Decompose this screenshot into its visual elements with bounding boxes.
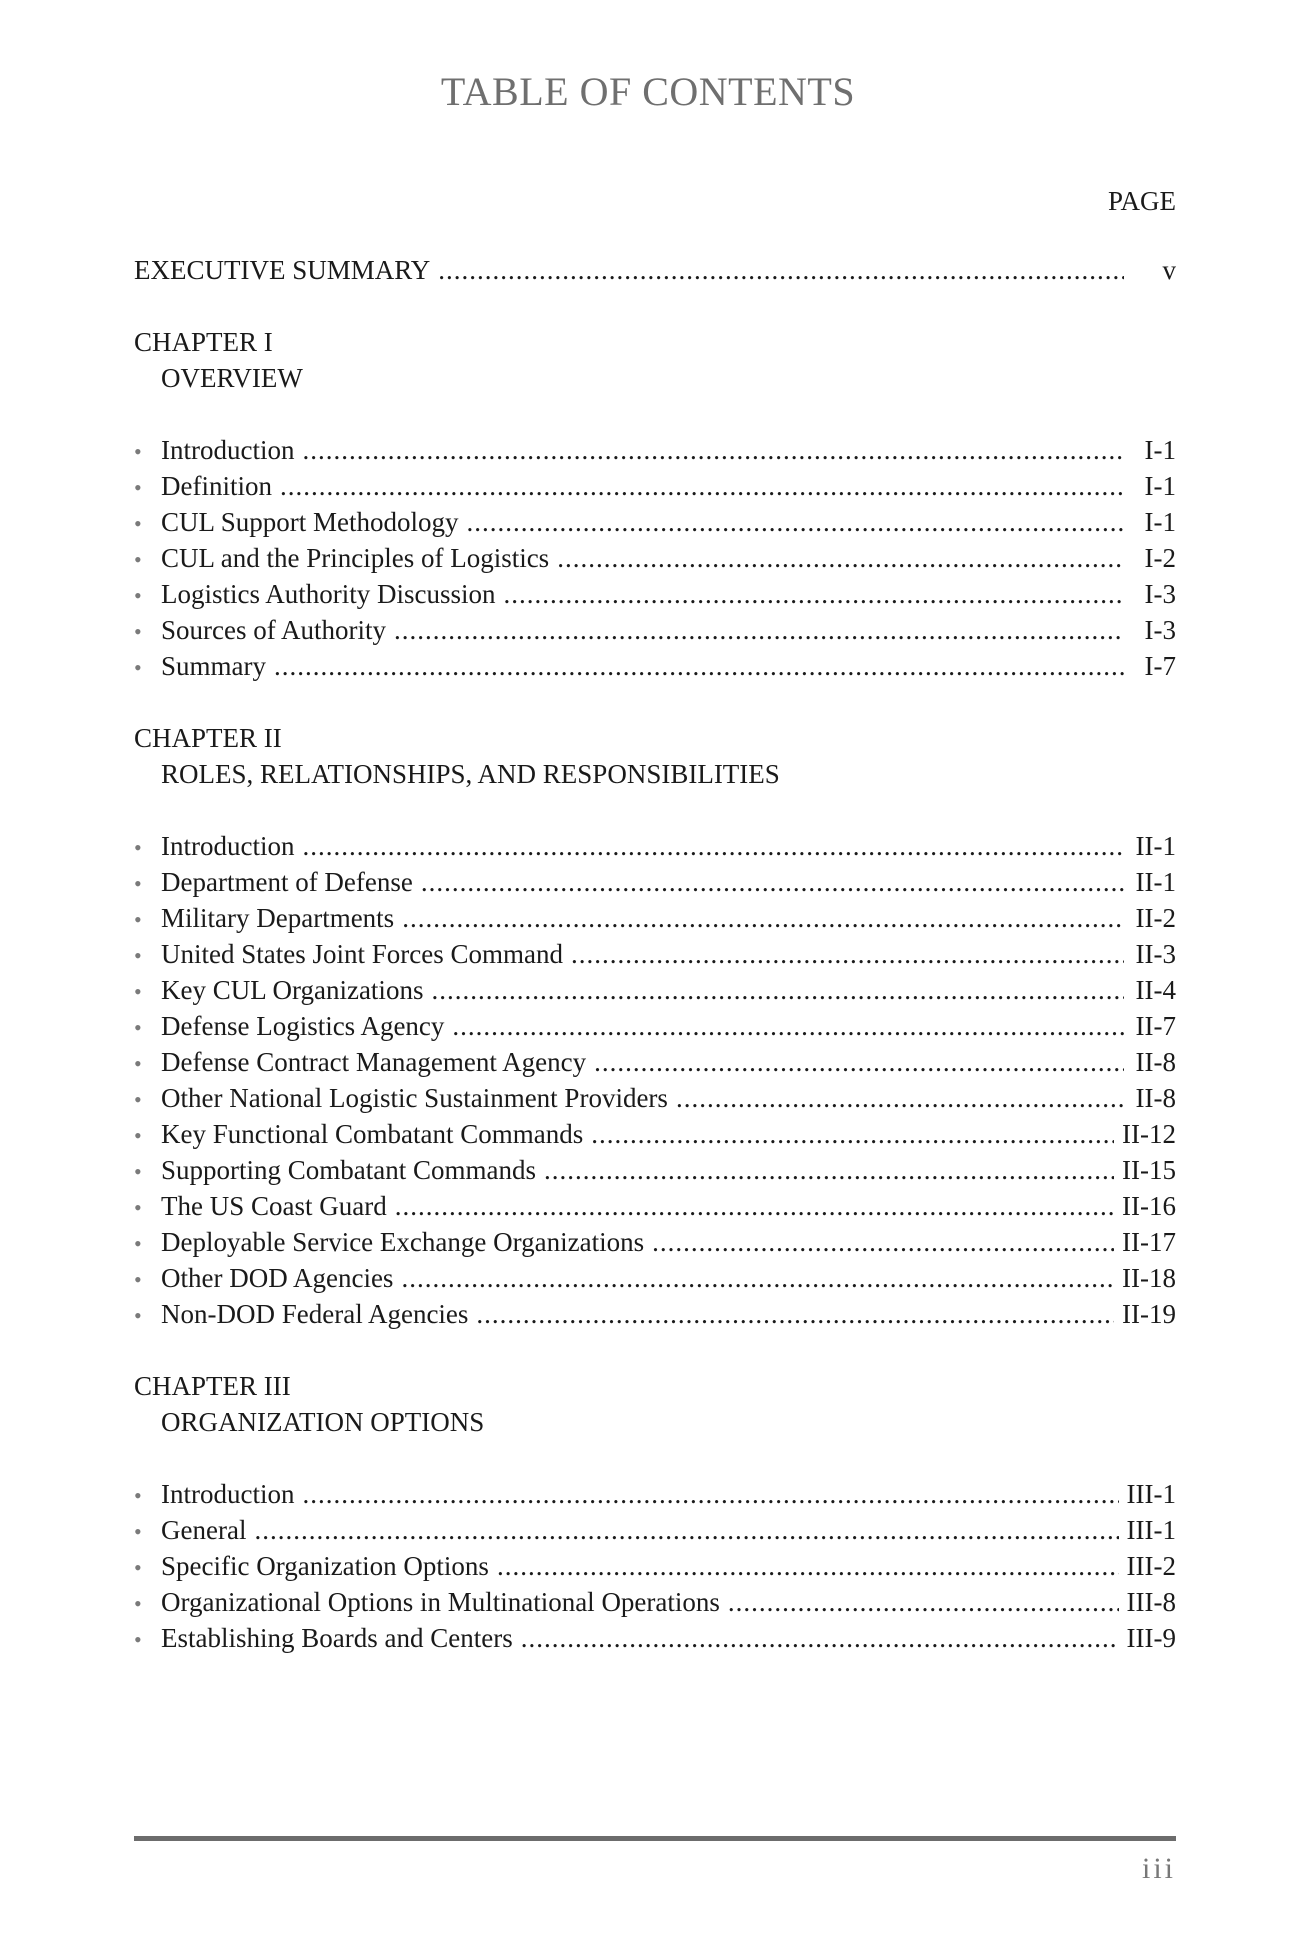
toc-entry-title: [134, 972, 423, 1010]
dot-leader: [401, 1260, 1114, 1296]
dot-leader: [280, 468, 1124, 504]
toc-entry-text: Summary: [161, 651, 266, 681]
toc-entry-page: I-1: [1144, 507, 1176, 537]
footer-page-number: iii: [1141, 1852, 1176, 1885]
dot-leader: [594, 1044, 1124, 1080]
toc-entry-title: [134, 1044, 586, 1082]
toc-entry[interactable]: [134, 936, 1176, 972]
toc-entry[interactable]: [134, 1260, 1176, 1296]
toc-entry[interactable]: [134, 648, 1176, 684]
toc-entry-page: II-7: [1135, 1011, 1176, 1041]
toc-entry-page: I-1: [1144, 435, 1176, 465]
toc-entry[interactable]: [134, 1548, 1176, 1584]
toc-entry[interactable]: [134, 612, 1176, 648]
dot-leader: [274, 648, 1124, 684]
toc-entry-title: [134, 1476, 294, 1514]
toc-entry-page: II-3: [1135, 939, 1176, 969]
toc-entry-text: Other National Logistic Sustainment Providers: [161, 1083, 668, 1113]
toc-entry[interactable]: [134, 1044, 1176, 1080]
toc-entry-title: EXECUTIVE SUMMARY: [134, 255, 431, 285]
toc-entry-text: Supporting Combatant Commands: [161, 1155, 536, 1185]
dot-leader: [557, 540, 1124, 576]
toc-entry-title: [134, 648, 266, 686]
toc-entry-page: II-16: [1122, 1191, 1176, 1221]
toc-entry-title: [134, 468, 272, 506]
toc-entry-title: [134, 576, 496, 614]
toc-entry-text: Other DOD Agencies: [161, 1263, 394, 1293]
toc-entry-title: [134, 1080, 668, 1118]
toc-entry[interactable]: [134, 1116, 1176, 1152]
toc-entry-executive-summary[interactable]: [134, 252, 1176, 288]
toc-entry-text: Introduction: [161, 435, 295, 465]
toc-entry-title: [134, 1224, 644, 1262]
dot-leader: [394, 612, 1124, 648]
dot-leader: [302, 1476, 1118, 1512]
toc-entry-title: [134, 612, 386, 650]
toc-entry-title: [134, 1188, 387, 1226]
toc-entry-page: III-1: [1126, 1515, 1176, 1545]
toc-entry-page: II-1: [1135, 867, 1176, 897]
toc-entry-text: Introduction: [161, 831, 295, 861]
toc-entry-title: [134, 1296, 468, 1334]
toc-entry-title: [134, 1116, 583, 1154]
toc-entry-page: v: [1162, 255, 1176, 285]
dot-leader: [302, 432, 1124, 468]
toc-entry-text: Key CUL Organizations: [161, 975, 424, 1005]
dot-leader: [544, 1152, 1114, 1188]
dot-leader: [476, 1296, 1114, 1332]
toc-entry[interactable]: [134, 1080, 1176, 1116]
toc-entry[interactable]: [134, 828, 1176, 864]
toc-entry-text: Introduction: [161, 1479, 295, 1509]
toc-entry-title: [134, 936, 563, 974]
toc-entry-text: The US Coast Guard: [161, 1191, 387, 1221]
toc-entry-page: III-2: [1126, 1551, 1176, 1581]
chapter-list: [134, 324, 1176, 1656]
toc-entry-text: Sources of Authority: [161, 615, 386, 645]
toc-entry[interactable]: [134, 1620, 1176, 1656]
toc-entry-text: Defense Contract Management Agency: [161, 1047, 587, 1077]
toc-entry[interactable]: [134, 972, 1176, 1008]
dot-leader: [591, 1116, 1114, 1152]
dot-leader: [254, 1512, 1118, 1548]
toc-entry[interactable]: [134, 1296, 1176, 1332]
toc-entry-text: Specific Organization Options: [161, 1551, 489, 1581]
toc-entry-page: II-19: [1122, 1299, 1176, 1329]
footer-rule: [134, 1836, 1176, 1841]
toc-entry-page: I-1: [1144, 471, 1176, 501]
toc-entry[interactable]: [134, 504, 1176, 540]
toc-entry[interactable]: [134, 1152, 1176, 1188]
toc-entry-title: [134, 1152, 536, 1190]
toc-entry[interactable]: [134, 900, 1176, 936]
toc-entry[interactable]: [134, 1224, 1176, 1260]
toc-entry-text: Deployable Service Exchange Organizations: [161, 1227, 645, 1257]
toc-entry[interactable]: [134, 1584, 1176, 1620]
toc-entry-page: II-12: [1122, 1119, 1176, 1149]
toc-entry-text: General: [161, 1515, 247, 1545]
toc-entry-title: [134, 1008, 444, 1046]
toc-entry-page: I-3: [1144, 615, 1176, 645]
toc-entry-page: II-18: [1122, 1263, 1176, 1293]
toc-entry-title: [134, 540, 549, 578]
dot-leader: [676, 1080, 1124, 1116]
toc-entry[interactable]: [134, 468, 1176, 504]
page-column-heading: PAGE: [1107, 186, 1176, 216]
toc-entry-text: Establishing Boards and Centers: [161, 1623, 513, 1653]
toc-entry-title: [134, 900, 394, 938]
chapter-title: ORGANIZATION OPTIONS: [161, 1407, 485, 1437]
toc-entry-text: Definition: [161, 471, 272, 501]
toc-entry[interactable]: [134, 1188, 1176, 1224]
toc-entry-text: Defense Logistics Agency: [161, 1011, 445, 1041]
chapter-label: CHAPTER III: [134, 1371, 291, 1401]
dot-leader: [431, 972, 1124, 1008]
dot-leader: [571, 936, 1124, 972]
toc-entry-page: II-8: [1135, 1047, 1176, 1077]
dot-leader: [728, 1584, 1119, 1620]
chapter-section: [134, 720, 1176, 1332]
toc-entry-page: II-8: [1135, 1083, 1176, 1113]
toc-entry-text: Key Functional Combatant Commands: [161, 1119, 584, 1149]
toc-entry-text: Military Departments: [161, 903, 395, 933]
toc-entry-title: [134, 504, 459, 542]
toc-entry-title: [134, 1260, 393, 1298]
chapter-label: CHAPTER I: [134, 327, 273, 357]
toc-entry-text: United States Joint Forces Command: [161, 939, 563, 969]
toc-entry-page: II-2: [1135, 903, 1176, 933]
toc-entry[interactable]: [134, 576, 1176, 612]
dot-leader: [521, 1620, 1119, 1656]
toc-entry-page: II-15: [1122, 1155, 1176, 1185]
dot-leader: [421, 864, 1124, 900]
dot-leader: [302, 828, 1124, 864]
page-title: TABLE OF CONTENTS: [440, 69, 856, 114]
toc-entry-title: [134, 432, 294, 470]
chapter-label: CHAPTER II: [134, 723, 282, 753]
toc-entry[interactable]: [134, 1008, 1176, 1044]
toc-entry-text: Logistics Authority Discussion: [161, 579, 496, 609]
toc-entry-page: I-2: [1144, 543, 1176, 573]
dot-leader: [497, 1548, 1119, 1584]
toc-entry[interactable]: [134, 432, 1176, 468]
dot-leader: [467, 504, 1124, 540]
toc-entry-title: [134, 1512, 246, 1550]
dot-leader: [652, 1224, 1114, 1260]
toc-entry-title: [134, 1548, 489, 1586]
toc-entry[interactable]: [134, 864, 1176, 900]
toc-entry-page: III-1: [1126, 1479, 1176, 1509]
dot-leader: [452, 1008, 1124, 1044]
toc-entry-text: Organizational Options in Multinational Operations: [161, 1587, 720, 1617]
chapter-title: OVERVIEW: [161, 363, 303, 393]
chapter-title: ROLES, RELATIONSHIPS, AND RESPONSIBILITIES: [161, 759, 780, 789]
dot-leader: [438, 252, 1124, 288]
dot-leader: [504, 576, 1124, 612]
toc-entry-page: I-3: [1144, 579, 1176, 609]
dot-leader: [402, 900, 1124, 936]
toc-entry[interactable]: [134, 1476, 1176, 1512]
toc-entry[interactable]: [134, 1512, 1176, 1548]
toc-entry-title: [134, 1620, 513, 1658]
chapter-section: [134, 1368, 1176, 1656]
toc-entry-page: I-7: [1144, 651, 1176, 681]
chapter-section: [134, 324, 1176, 684]
toc-entry-page: II-17: [1122, 1227, 1176, 1257]
toc-entry-page: III-9: [1126, 1623, 1176, 1653]
toc-entry-text: Non-DOD Federal Agencies: [161, 1299, 469, 1329]
toc-entry-text: CUL Support Methodology: [161, 507, 459, 537]
toc-entry-page: III-8: [1126, 1587, 1176, 1617]
toc-entry-page: II-4: [1135, 975, 1176, 1005]
toc-entry-page: II-1: [1135, 831, 1176, 861]
table-of-contents: [134, 252, 1176, 1692]
toc-entry-title: [134, 828, 294, 866]
toc-entry-title: [134, 1584, 720, 1622]
dot-leader: [395, 1188, 1114, 1224]
toc-entry[interactable]: [134, 540, 1176, 576]
toc-entry-text: CUL and the Principles of Logistics: [161, 543, 550, 573]
toc-entry-text: Department of Defense: [161, 867, 413, 897]
toc-entry-title: [134, 864, 413, 902]
